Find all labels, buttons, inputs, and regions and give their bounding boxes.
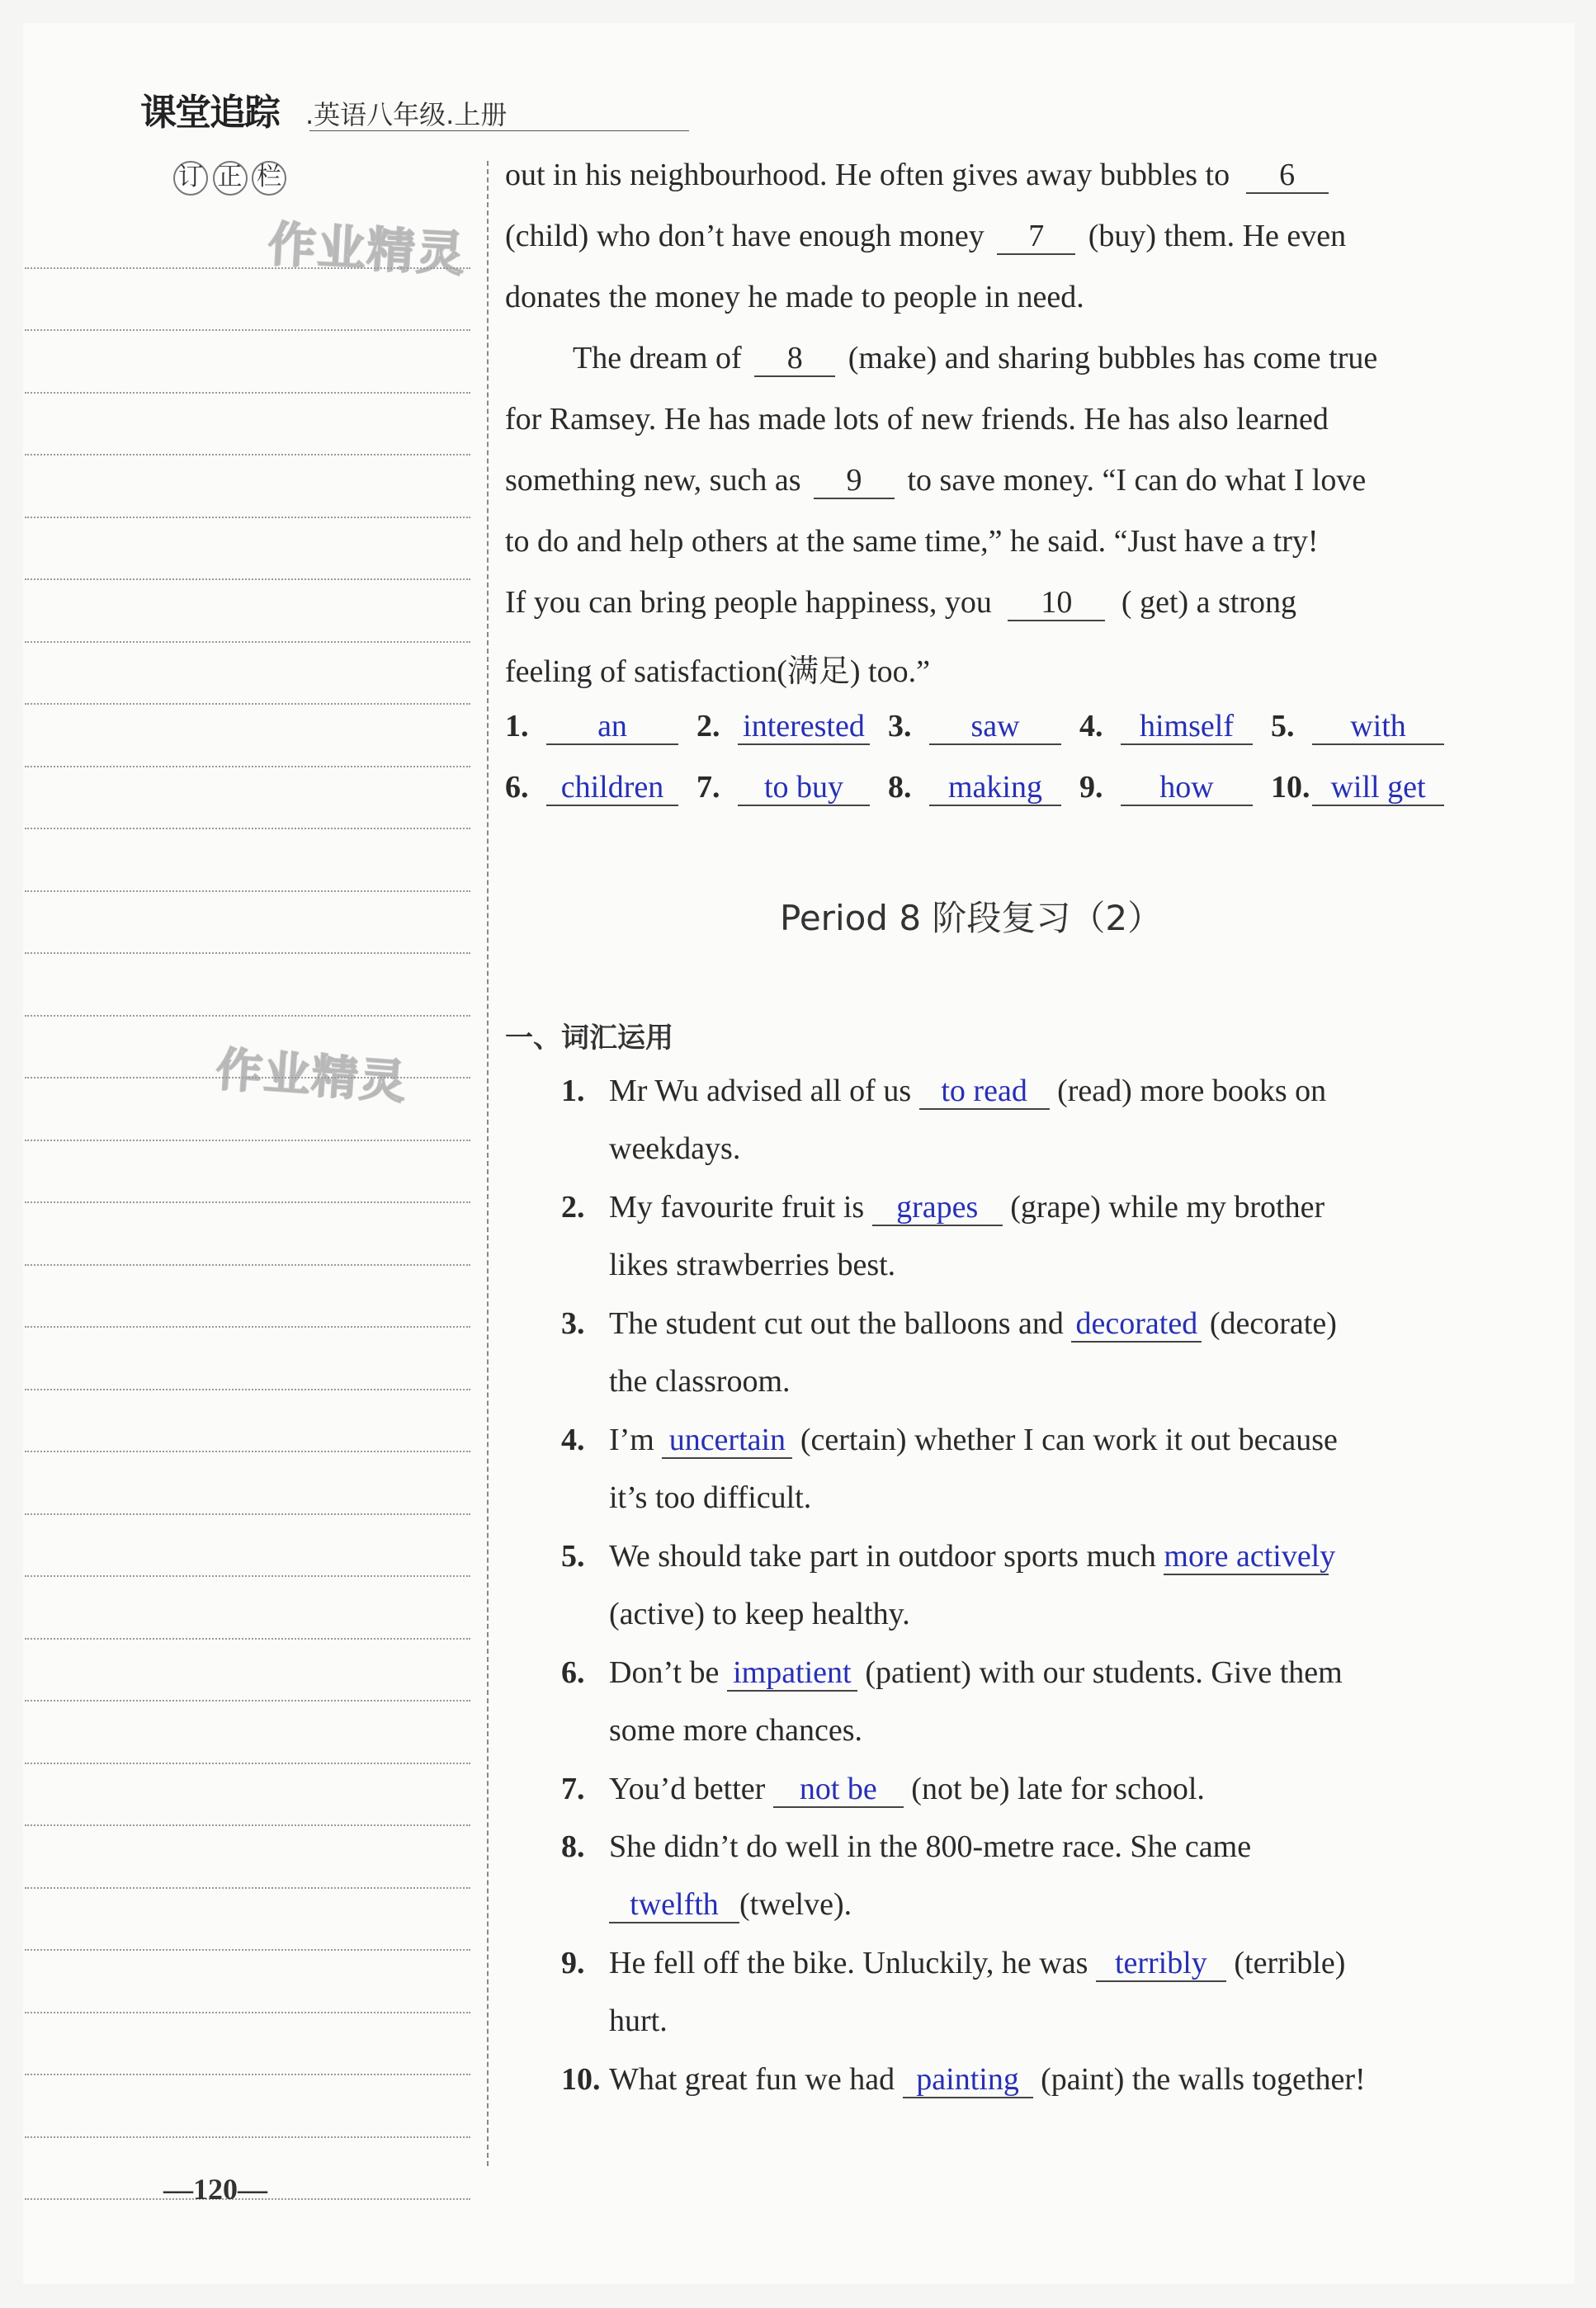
blank-9: 9 [814, 465, 895, 499]
page-number: —120— [163, 2173, 267, 2206]
passage-line: for Ramsey. He has made lots of new friends. He has also learned [505, 402, 1329, 437]
answer-item: 4. himself [1079, 708, 1253, 745]
column-divider [487, 161, 489, 2166]
passage-line: If you can bring people happiness, you 10 ( get) a strong [505, 585, 1297, 620]
answer-blank: painting [903, 2064, 1033, 2098]
passage-line: feeling of satisfaction(满足) too.” [505, 654, 930, 689]
question-5: 5. We should take part in outdoor sports much more actively (active) to keep healthy. [561, 1539, 1336, 1631]
answer-blank: impatient [727, 1657, 857, 1692]
answer-blank: twelfth [609, 1889, 739, 1923]
answer-item: 8. making [888, 769, 1061, 806]
question-6: 6. Don’t be impatient (patient) with our students. Give them some more chances. [561, 1655, 1343, 1748]
answer-blank: to read [919, 1075, 1050, 1110]
answer-blank: uncertain [662, 1424, 792, 1459]
question-3: 3. The student cut out the balloons and decorated (decorate) the classroom. [561, 1306, 1337, 1399]
period-title: Period 8 阶段复习（2） [780, 898, 1163, 938]
passage-line: something new, such as 9 to save money. “I can do what I love [505, 463, 1367, 498]
blank-6: 6 [1246, 159, 1329, 194]
answer-item: 2. interested [696, 708, 870, 745]
passage-line: donates the money he made to people in need. [505, 280, 1084, 314]
book-subtitle: .英语八年级.上册 [305, 99, 508, 130]
passage-line: (child) who don’t have enough money 7 (buy) them. He even [505, 219, 1347, 253]
passage-line: to do and help others at the same time,” he said. “Just have a try! [505, 524, 1319, 559]
answer-blank: terribly [1096, 1947, 1226, 1982]
answer-item: 7. to buy [696, 769, 870, 806]
answer-blank: grapes [872, 1192, 1003, 1226]
answer-blank: decorated [1071, 1308, 1202, 1343]
watermark: 作业精灵 [214, 1042, 409, 1111]
title-char: 订 [173, 161, 208, 196]
section-title: 一、词汇运用 [505, 1022, 673, 1055]
answer-item: 6. children [505, 769, 678, 806]
question-2: 2. My favourite fruit is grapes (grape) while my brother likes strawberries best. [561, 1190, 1325, 1282]
question-8: 8. She didn’t do well in the 800-metre race. She came twelfth (twelve). [561, 1829, 1252, 1922]
answer-blank: not be [773, 1773, 904, 1808]
answer-item: 9. how [1079, 769, 1253, 806]
answer-item: 3. saw [888, 708, 1061, 745]
answer-blank: more actively [1164, 1539, 1336, 1574]
question-4: 4. I’m uncertain (certain) whether I can work it out because it’s too difficult. [561, 1423, 1338, 1515]
correction-column-title [173, 161, 283, 196]
header-rule [309, 130, 689, 131]
answer-item: 10. will get [1271, 769, 1444, 806]
brand-logo: 课堂追踪 [140, 92, 279, 134]
question-9: 9. He fell off the bike. Unluckily, he was terribly (terrible) hurt. [561, 1946, 1346, 2038]
question-1: 1. Mr Wu advised all of us to read (read) more books on weekdays. [561, 1074, 1327, 1166]
blank-7: 7 [997, 220, 1075, 255]
answer-item: 5. with [1271, 708, 1444, 745]
passage-line: out in his neighbourhood. He often gives away bubbles to 6 [505, 157, 1329, 194]
title-char: 正 [213, 161, 248, 196]
question-7: 7. You’d better not be (not be) late for school. [561, 1772, 1205, 1806]
passage-line: The dream of 8 (make) and sharing bubbles has come true [573, 341, 1378, 375]
question-10: 10. What great fun we had painting (paint) the walls together! [561, 2062, 1366, 2097]
blank-10: 10 [1008, 587, 1105, 621]
title-char: 栏 [252, 161, 286, 196]
correction-lines [25, 206, 470, 2200]
blank-8: 8 [754, 342, 835, 377]
answer-item: 1. an [505, 708, 678, 745]
watermark: 作业精灵 [267, 215, 468, 283]
